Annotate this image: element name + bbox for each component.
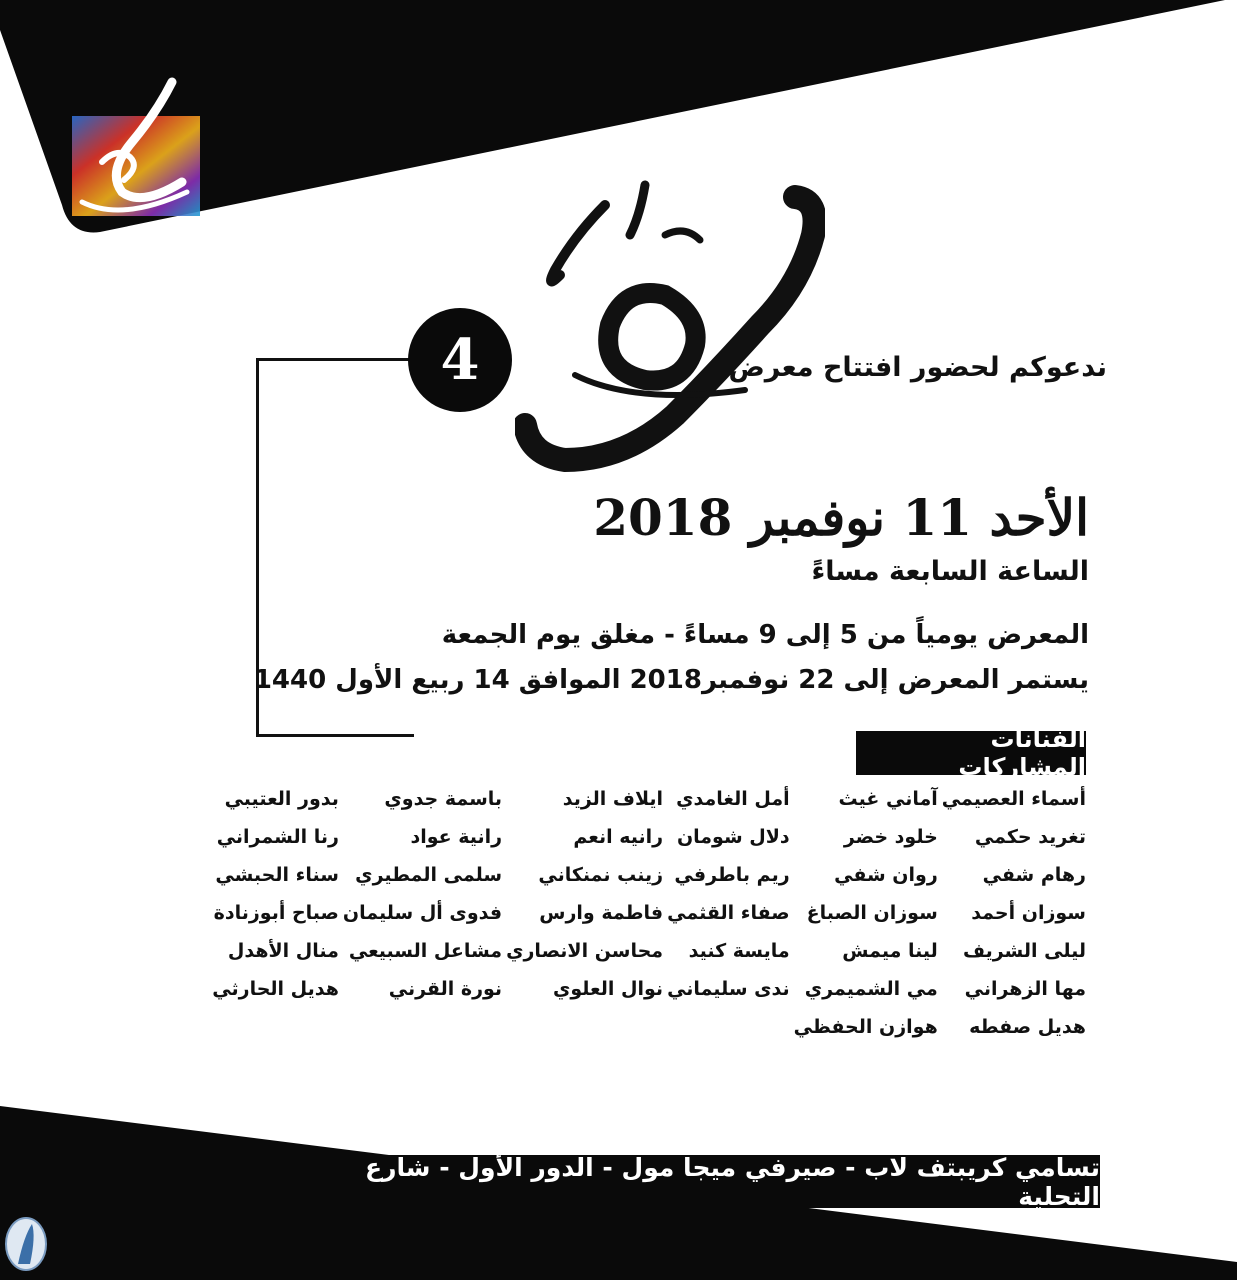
artist-name: ليلى الشريف xyxy=(962,940,1086,962)
artist-name: رانيه انعم xyxy=(573,826,664,848)
artist-name: زينب نمنكاني xyxy=(538,864,664,886)
location-bar: تسامي كريبتف لاب - صيرفي ميجا مول - الدور الأول - شارع التحلية xyxy=(278,1155,1100,1208)
artist-name: خلود خضر xyxy=(843,826,938,848)
artist-name: محاسن الانصاري xyxy=(506,940,664,962)
opening-hours: المعرض يومياً من 5 إلى 9 مساءً - مغلق يوم الجمعة xyxy=(441,620,1089,650)
artist-name: صباح أبوزنادة xyxy=(213,902,339,924)
opening-date: الأحد 11 نوفمبر 2018 xyxy=(593,488,1089,547)
artist-name: مشاعل السبيعي xyxy=(348,940,503,962)
artists-header: الفنانات المشاركات xyxy=(856,731,1086,775)
artist-name: روان شفي xyxy=(834,864,938,886)
artist-name: ايلاف الزيد xyxy=(562,788,664,810)
artist-name: أسماء العصيمي xyxy=(941,788,1086,810)
artist-name: نوال العلوي xyxy=(552,978,664,1000)
artist-name: فاطمة وارس xyxy=(539,902,664,924)
invitation-text: ندعوكم لحضور افتتاح معرض xyxy=(728,352,1107,383)
artist-name: سناء الحبشي xyxy=(215,864,339,886)
opening-time: الساعة السابعة مساءً xyxy=(811,556,1089,587)
artist-name: منال الأهدل xyxy=(227,940,339,962)
exhibition-calligraphy-logo xyxy=(515,175,825,475)
edition-number-badge: 4 xyxy=(408,308,512,412)
artist-name: مايسة كنيد xyxy=(688,940,790,962)
artist-name: أمل الغامدي xyxy=(676,788,790,810)
artist-name: هوازن الحفظي xyxy=(793,1016,938,1038)
artist-name: رهام شفي xyxy=(982,864,1086,886)
artists-list xyxy=(212,788,1090,1054)
artist-name: مي الشميمري xyxy=(804,978,938,1000)
watermark-icon xyxy=(2,1206,50,1276)
artist-name: بدور العتيبي xyxy=(224,788,339,810)
artist-name: باسمة جدوي xyxy=(384,788,503,810)
artist-name: لينا ميمش xyxy=(842,940,938,962)
artist-name: رنا الشمراني xyxy=(216,826,339,848)
artist-name: سوزان أحمد xyxy=(971,902,1086,924)
artist-name: نورة القرني xyxy=(388,978,503,1000)
artist-name: سلمى المطيري xyxy=(355,864,503,886)
artist-name: دلال شومان xyxy=(676,826,790,848)
artist-name: هديل صفطه xyxy=(969,1016,1086,1038)
artist-name: هديل الحارثي xyxy=(212,978,339,1000)
artist-name: رانية عواد xyxy=(410,826,503,848)
artist-name: مها الزهراني xyxy=(964,978,1086,1000)
artist-name: سوزان الصباغ xyxy=(806,902,938,924)
artist-name: تغريد حكمي xyxy=(974,826,1086,848)
artist-name: آماني غيث xyxy=(838,788,938,810)
exhibition-duration: يستمر المعرض إلى 22 نوفمبر2018 الموافق 14 ربيع الأول 1440 xyxy=(253,665,1089,695)
artist-name: صفاء القثمي xyxy=(667,902,790,924)
exhibition-logo-small xyxy=(62,72,212,222)
artist-name: فدوى أل سليمان xyxy=(342,902,503,924)
artist-name: ندى سليماني xyxy=(667,978,790,1000)
artist-name: ريم باطرفي xyxy=(674,864,790,886)
